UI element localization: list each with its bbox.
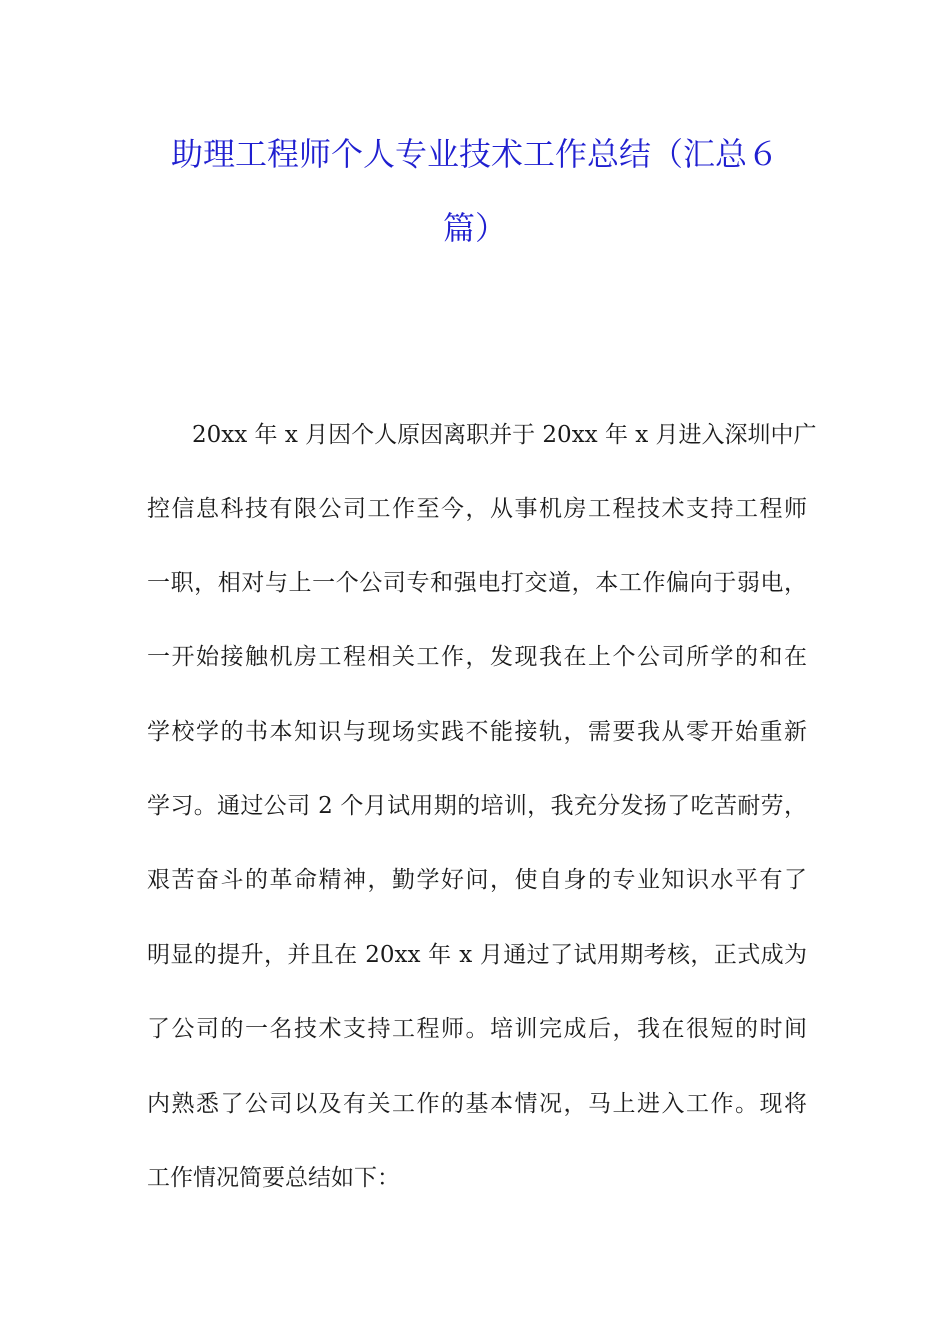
paragraph-line-11: 工作情况简要总结如下： <box>147 1165 400 1191</box>
document-title-line-2: 篇） <box>442 209 507 247</box>
paragraph-line-5: 学校学的书本知识与现场实践不能接轨，需要我从零开始重新 <box>147 719 807 745</box>
paragraph-line-4: 一开始接触机房工程相关工作，发现我在上个公司所学的和在 <box>147 644 807 670</box>
paragraph-line-7: 艰苦奋斗的革命精神，勤学好问，使自身的专业知识水平有了 <box>147 867 807 893</box>
paragraph-line-2: 控信息科技有限公司工作至今，从事机房工程技术支持工程师 <box>147 496 807 522</box>
document-title-line-1: 助理工程师个人专业技术工作总结（汇总６ <box>170 135 779 173</box>
paragraph-line-3: 一职，相对与上一个公司专和强电打交道，本工作偏向于弱电， <box>147 570 807 596</box>
paragraph-line-8: 明显的提升，并且在 20xx 年 x 月通过了试用期考核，正式成为 <box>147 942 807 968</box>
paragraph-line-6: 学习。通过公司 2 个月试用期的培训，我充分发扬了吃苦耐劳， <box>147 793 807 819</box>
paragraph-line-10: 内熟悉了公司以及有关工作的基本情况，马上进入工作。现将 <box>147 1091 807 1117</box>
paragraph-line-1: 20xx 年 x 月因个人原因离职并于 20xx 年 x 月进入深圳中广 <box>192 422 817 448</box>
paragraph-line-9: 了公司的一名技术支持工程师。培训完成后，我在很短的时间 <box>147 1016 807 1042</box>
